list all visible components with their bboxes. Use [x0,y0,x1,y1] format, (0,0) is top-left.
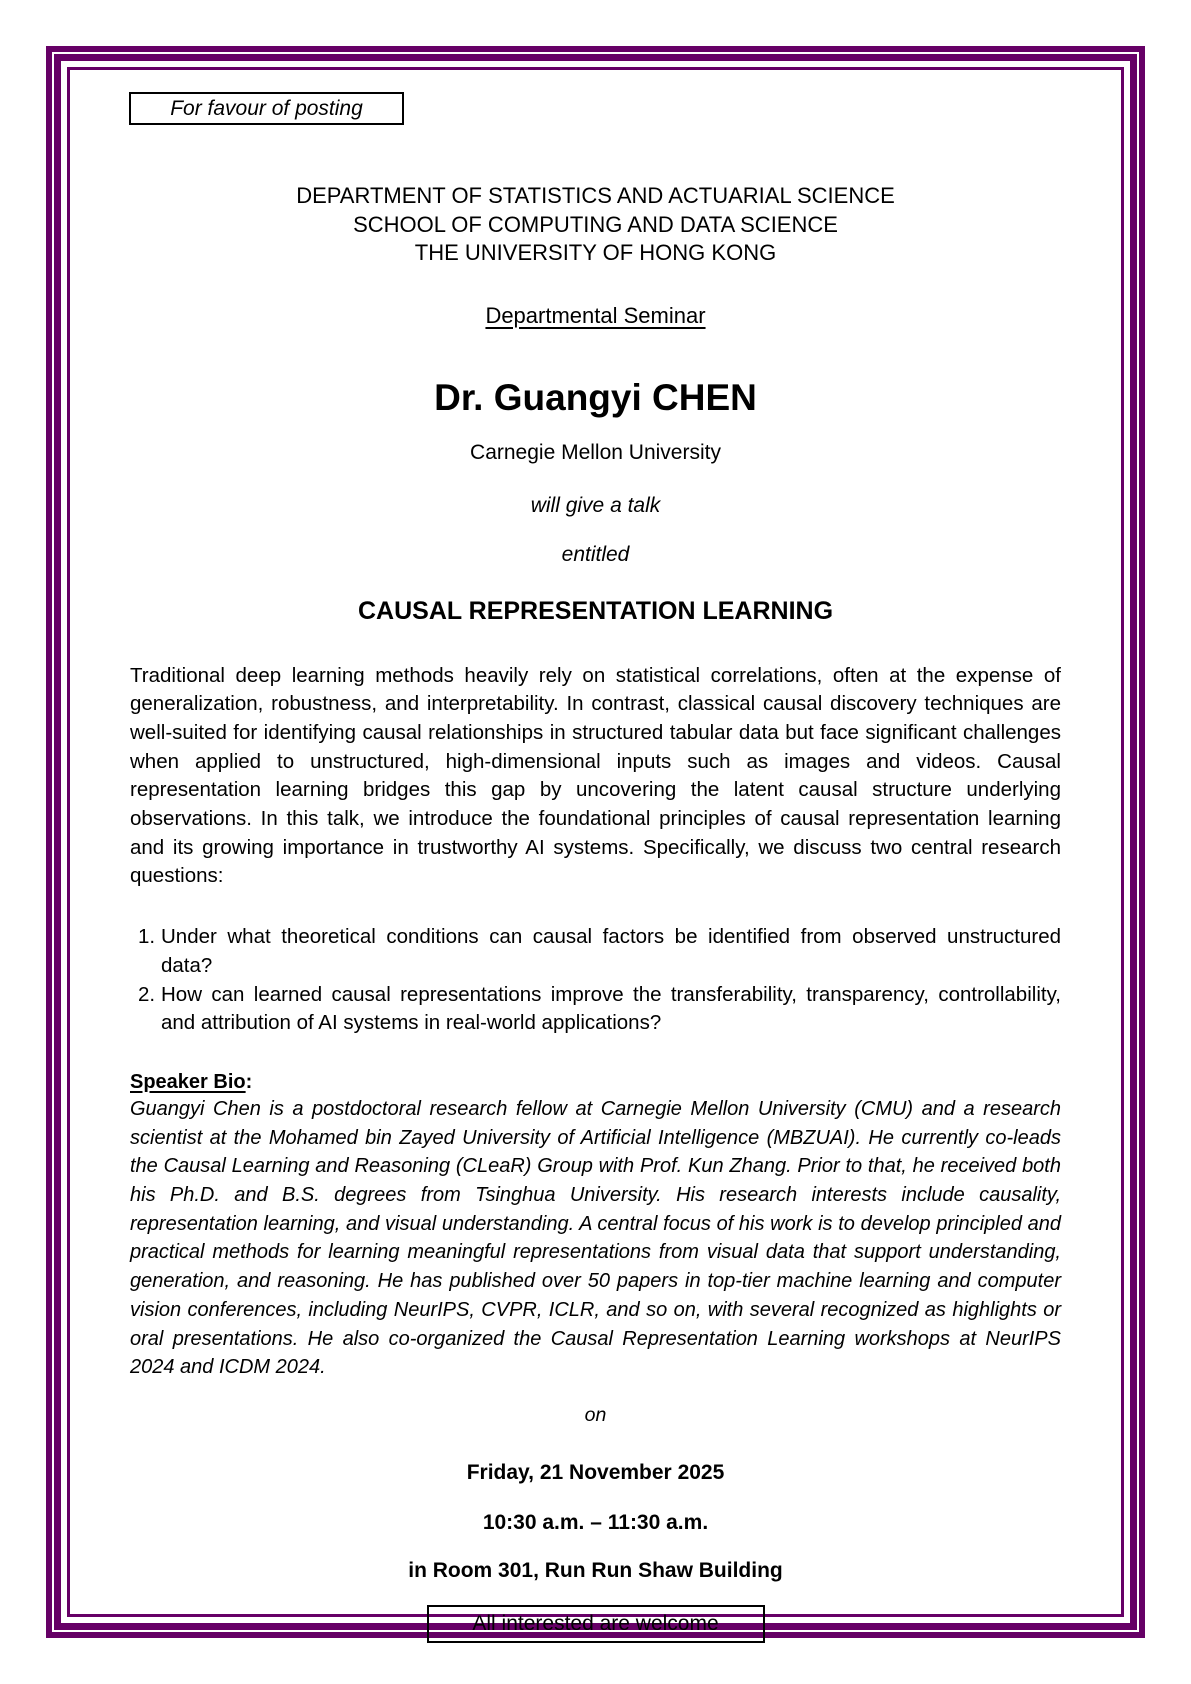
intro-entitled: entitled [561,542,630,566]
welcome-label: All interested are welcome [472,1611,719,1635]
event-venue: in Room 301, Run Run Shaw Building [408,1558,783,1582]
speaker-bio-heading [130,1069,1061,1095]
posting-notice-box [129,92,404,125]
list-item-number: 2. [138,982,156,1006]
school-name: SCHOOL OF COMPUTING AND DATA SCIENCE [353,211,838,237]
list-item [130,981,1061,1038]
research-questions-list [130,923,1061,1038]
speaker-bio-heading-text: Speaker Bio [130,1070,246,1093]
speaker-affiliation: Carnegie Mellon University [470,440,721,464]
institution-header [130,182,1061,268]
seminar-type-label: Departmental Seminar [485,302,706,328]
list-item-text: Under what theoretical conditions can causal factors be identified from observed unstructured data? [161,925,1061,977]
list-item-number: 1. [138,925,156,949]
talk-title: CAUSAL REPRESENTATION LEARNING [357,596,834,625]
poster-content [70,70,1121,1635]
welcome-box [427,1605,765,1643]
speaker-bio-paragraph: Guangyi Chen is a postdoctoral research fellow at Carnegie Mellon University (CMU) and a research scientist at the Mohamed bin Zayed University of Artificial Intelligence (MBZUAI). He currently co-leads the Causal Learning and Reasoning (CLeaR) Group with Prof. Kun Zhang. Prior to that, he received both his Ph.D. and B.S. degrees from Tsinghua University. His research interests include causality, representation learning, and visual understanding. A central focus of his work is to develop principled and practical methods for learning meaningful representations from visual data that support understanding, generation, and reasoning. He has published over 50 papers in top-tier machine learning and computer vision conferences, including NeurIPS, CVPR, ICLR, and so on, with several recognized as highlights or oral presentations. He also co-organized the Causal Representation Learning workshops at NeurIPS 2024 and ICDM 2024. [130,1097,1061,1379]
speaker-bio-heading-colon: : [245,1070,253,1093]
seminar-type-line [130,303,1061,329]
event-date: Friday, 21 November 2025 [466,1460,725,1484]
list-item [130,923,1061,980]
speaker-name: Dr. Guangyi CHEN [434,376,757,418]
department-name: DEPARTMENT OF STATISTICS AND ACTUARIAL SCIENCE [296,183,895,208]
event-time: 10:30 a.m. – 11:30 a.m. [482,1510,709,1534]
intro-will-give-a-talk: will give a talk [530,493,661,517]
posting-notice-label: For favour of posting [170,97,363,120]
list-item-text: How can learned causal representations improve the transferability, transparency, controllability, and attribution of AI systems in real-world applications? [161,982,1061,1035]
university-name: THE UNIVERSITY OF HONG KONG [414,240,777,265]
on-label: on [584,1403,607,1426]
abstract-paragraph: Traditional deep learning methods heavily rely on statistical correlations, often at the expense of generalization, robustness, and interpretability. In contrast, classical causal discovery techniques are well-suited for identifying causal relationships in structured tabular data but face significant challenges when applied to unstructured, high-dimensional inputs such as images and videos. Causal representation learning bridges this gap by uncovering the latent causal structure underlying observations. In this talk, we introduce the foundational principles of causal representation learning and its growing importance in trustworthy AI systems. Specifically, we discuss two central research questions: [130,663,1061,888]
